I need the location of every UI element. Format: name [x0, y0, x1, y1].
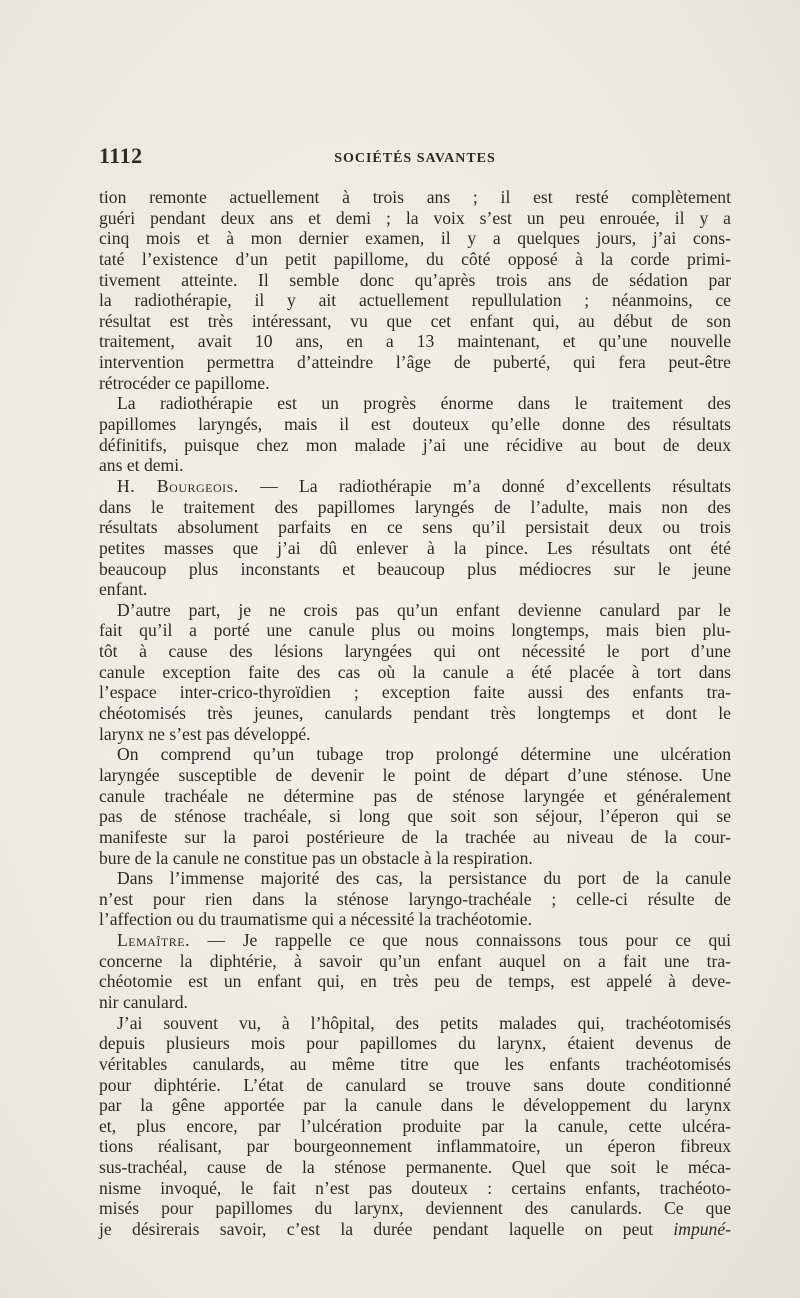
- text-line: [99, 1095, 731, 1116]
- line-text: résultat est très intéressant, vu que cet enfant qui, au début de son: [99, 310, 731, 331]
- text-line: [99, 373, 731, 394]
- text-line: [99, 1178, 731, 1199]
- text-line: [99, 1054, 731, 1075]
- text-line: [99, 971, 731, 992]
- line-text: petites masses que j’ai dû enlever à la pince. Les résultats ont été: [99, 537, 731, 558]
- speaker-name: Lemaître.: [117, 930, 190, 951]
- text-line: [99, 662, 731, 683]
- line-text: je désirerais savoir, c’est la durée pendant laquelle on peut: [99, 1219, 674, 1240]
- line-text: — La radiothérapie m’a donné d’excellents résultats: [238, 475, 731, 496]
- text-line: [99, 1219, 731, 1240]
- line-text: nir canulard.: [99, 991, 188, 1012]
- line-text: intervention permettra d’atteindre l’âge de puberté, qui fera peut-être: [99, 352, 731, 373]
- line-text: concerne la diphtérie, à savoir qu’un enfant auquel on a fait une tra-: [99, 950, 731, 971]
- line-text: résultats absolument parfaits en ce sens qu’il persistait deux ou trois: [99, 517, 731, 538]
- line-text: l’affection ou du traumatisme qui a nécessité la trachéotomie.: [99, 909, 533, 930]
- line-text: manifeste sur la paroi postérieure de la trachée au niveau de la cour-: [99, 826, 731, 847]
- text-line: [99, 868, 731, 889]
- text-line: [99, 682, 731, 703]
- page-header: [99, 143, 731, 173]
- text-line: [99, 249, 731, 270]
- text-line: [99, 208, 731, 229]
- text-line: [99, 930, 731, 951]
- body-text: [99, 187, 731, 1240]
- text-line: [99, 414, 731, 435]
- running-head: SOCIÉTÉS SAVANTES: [334, 151, 496, 166]
- line-text: nisme invoqué, le fait n’est pas douteux : certains enfants, trachéoto-: [99, 1177, 731, 1198]
- text-line: [99, 559, 731, 580]
- page-number: 1112: [99, 143, 143, 168]
- line-text: dans le traitement des papillomes laryngés de l’adulte, mais non des: [99, 496, 731, 517]
- text-line: [99, 806, 731, 827]
- line-text: traitement, avait 10 ans, en a 13 maintenant, et qu’une nouvelle: [99, 331, 731, 352]
- line-text: chéotomisés très jeunes, canulards pendant très longtemps et dont le: [99, 703, 731, 724]
- text-line: [99, 600, 731, 621]
- text-line: [99, 455, 731, 476]
- text-line: [99, 331, 731, 352]
- line-text: La radiothérapie est un progrès énorme dans le traitement des: [117, 393, 731, 414]
- line-text: par la gêne apportée par la canule dans le développement du larynx: [99, 1095, 731, 1116]
- speaker-name: H. Bourgeois.: [117, 475, 239, 496]
- text-line: [99, 228, 731, 249]
- line-text: misés pour papillomes du larynx, deviennent des canulards. Ce que: [99, 1198, 731, 1219]
- text-line: [99, 744, 731, 765]
- line-text: n’est pour rien dans la sténose laryngo-trachéale ; celle-ci résulte de: [99, 888, 731, 909]
- line-text: bure de la canule ne constitue pas un obstacle à la respiration.: [99, 847, 533, 868]
- text-line: [99, 724, 731, 745]
- line-text: la radiothérapie, il y ait actuellement repullulation ; néanmoins, ce: [99, 290, 731, 311]
- text-line: [99, 765, 731, 786]
- line-text: beaucoup plus inconstants et beaucoup plus médiocres sur le jeune: [99, 558, 731, 579]
- line-text: — Je rappelle ce que nous connaissons tous pour ce qui: [189, 930, 731, 951]
- text-line: [99, 1116, 731, 1137]
- text-line: [99, 311, 731, 332]
- line-text: et, plus encore, par l’ulcération produite par la canule, cette ulcéra-: [99, 1115, 731, 1136]
- text-line: [99, 848, 731, 869]
- text-line: [99, 476, 731, 497]
- text-line: [99, 579, 731, 600]
- line-text: guéri pendant deux ans et demi ; la voix s’est un peu enrouée, il y a: [99, 207, 731, 228]
- line-text: canule trachéale ne détermine pas de sténose laryngée et généralement: [99, 785, 731, 806]
- line-text: laryngée susceptible de devenir le point de départ d’une sténose. Une: [99, 764, 731, 785]
- text-line: [99, 517, 731, 538]
- line-text: enfant.: [99, 579, 148, 600]
- text-line: [99, 435, 731, 456]
- text-line: [99, 703, 731, 724]
- text-line: [99, 786, 731, 807]
- text-line: [99, 641, 731, 662]
- line-text: depuis plusieurs mois pour papillomes du larynx, étaient devenus de: [99, 1033, 731, 1054]
- line-text: sus-trachéal, cause de la sténose permanente. Quel que soit le méca-: [99, 1157, 731, 1178]
- text-line: [99, 187, 731, 208]
- text-line: [99, 1198, 731, 1219]
- line-text: canule exception faite des cas où la canule a été placée à tort dans: [99, 661, 731, 682]
- line-text: ans et demi.: [99, 455, 184, 476]
- line-text: papillomes laryngés, mais il est douteux qu’elle donne des résultats: [99, 414, 731, 435]
- text-line: [99, 290, 731, 311]
- line-text: pas de sténose trachéale, si long que soit son séjour, l’éperon qui se: [99, 806, 731, 827]
- text-line: [99, 1075, 731, 1096]
- text-line: [99, 620, 731, 641]
- line-text: chéotomie est un enfant qui, en très peu de temps, est appelé à deve-: [99, 971, 731, 992]
- line-text: véritables canulards, au même titre que les enfants trachéotomisés: [99, 1053, 731, 1074]
- text-line: [99, 352, 731, 373]
- line-text: définitifs, puisque chez mon malade j’ai une récidive au bout de deux: [99, 434, 731, 455]
- text-line: [99, 270, 731, 291]
- line-text: cinq mois et à mon dernier examen, il y a quelques jours, j’ai cons-: [99, 228, 731, 249]
- text-line: [99, 951, 731, 972]
- line-text: J’ai souvent vu, à l’hôpital, des petits malades qui, trachéotomisés: [117, 1012, 731, 1033]
- text-line: [99, 1013, 731, 1034]
- italic-word: impuné-: [673, 1219, 731, 1240]
- line-text: fait qu’il a porté une canule plus ou moins longtemps, mais bien plu-: [99, 620, 731, 641]
- line-text: taté l’existence d’un petit papillome, du côté opposé à la corde primi-: [99, 248, 731, 269]
- line-text: D’autre part, je ne crois pas qu’un enfant devienne canulard par le: [117, 599, 731, 620]
- line-text: pour diphtérie. L’état de canulard se trouve sans doute conditionné: [99, 1074, 731, 1095]
- line-text: tions réalisant, par bourgeonnement inflammatoire, un éperon fibreux: [99, 1136, 731, 1157]
- line-text: larynx ne s’est pas développé.: [99, 723, 311, 744]
- line-text: l’espace inter-crico-thyroïdien ; exception faite aussi des enfants tra-: [99, 682, 731, 703]
- line-text: tivement atteinte. Il semble donc qu’après trois ans de sédation par: [99, 269, 731, 290]
- text-line: [99, 1157, 731, 1178]
- line-text: rétrocéder ce papillome.: [99, 372, 270, 393]
- line-text: tôt à cause des lésions laryngées qui ont nécessité le port d’une: [99, 641, 731, 662]
- text-line: [99, 1033, 731, 1054]
- text-line: [99, 1136, 731, 1157]
- text-line: [99, 827, 731, 848]
- text-line: [99, 393, 731, 414]
- text-line: [99, 497, 731, 518]
- text-line: [99, 889, 731, 910]
- line-text: On comprend qu’un tubage trop prolongé détermine une ulcération: [117, 744, 731, 765]
- line-text: tion remonte actuellement à trois ans ; il est resté complètement: [99, 187, 731, 207]
- text-line: [99, 909, 731, 930]
- text-line: [99, 992, 731, 1013]
- text-line: [99, 538, 731, 559]
- line-text: Dans l’immense majorité des cas, la persistance du port de la canule: [117, 868, 731, 889]
